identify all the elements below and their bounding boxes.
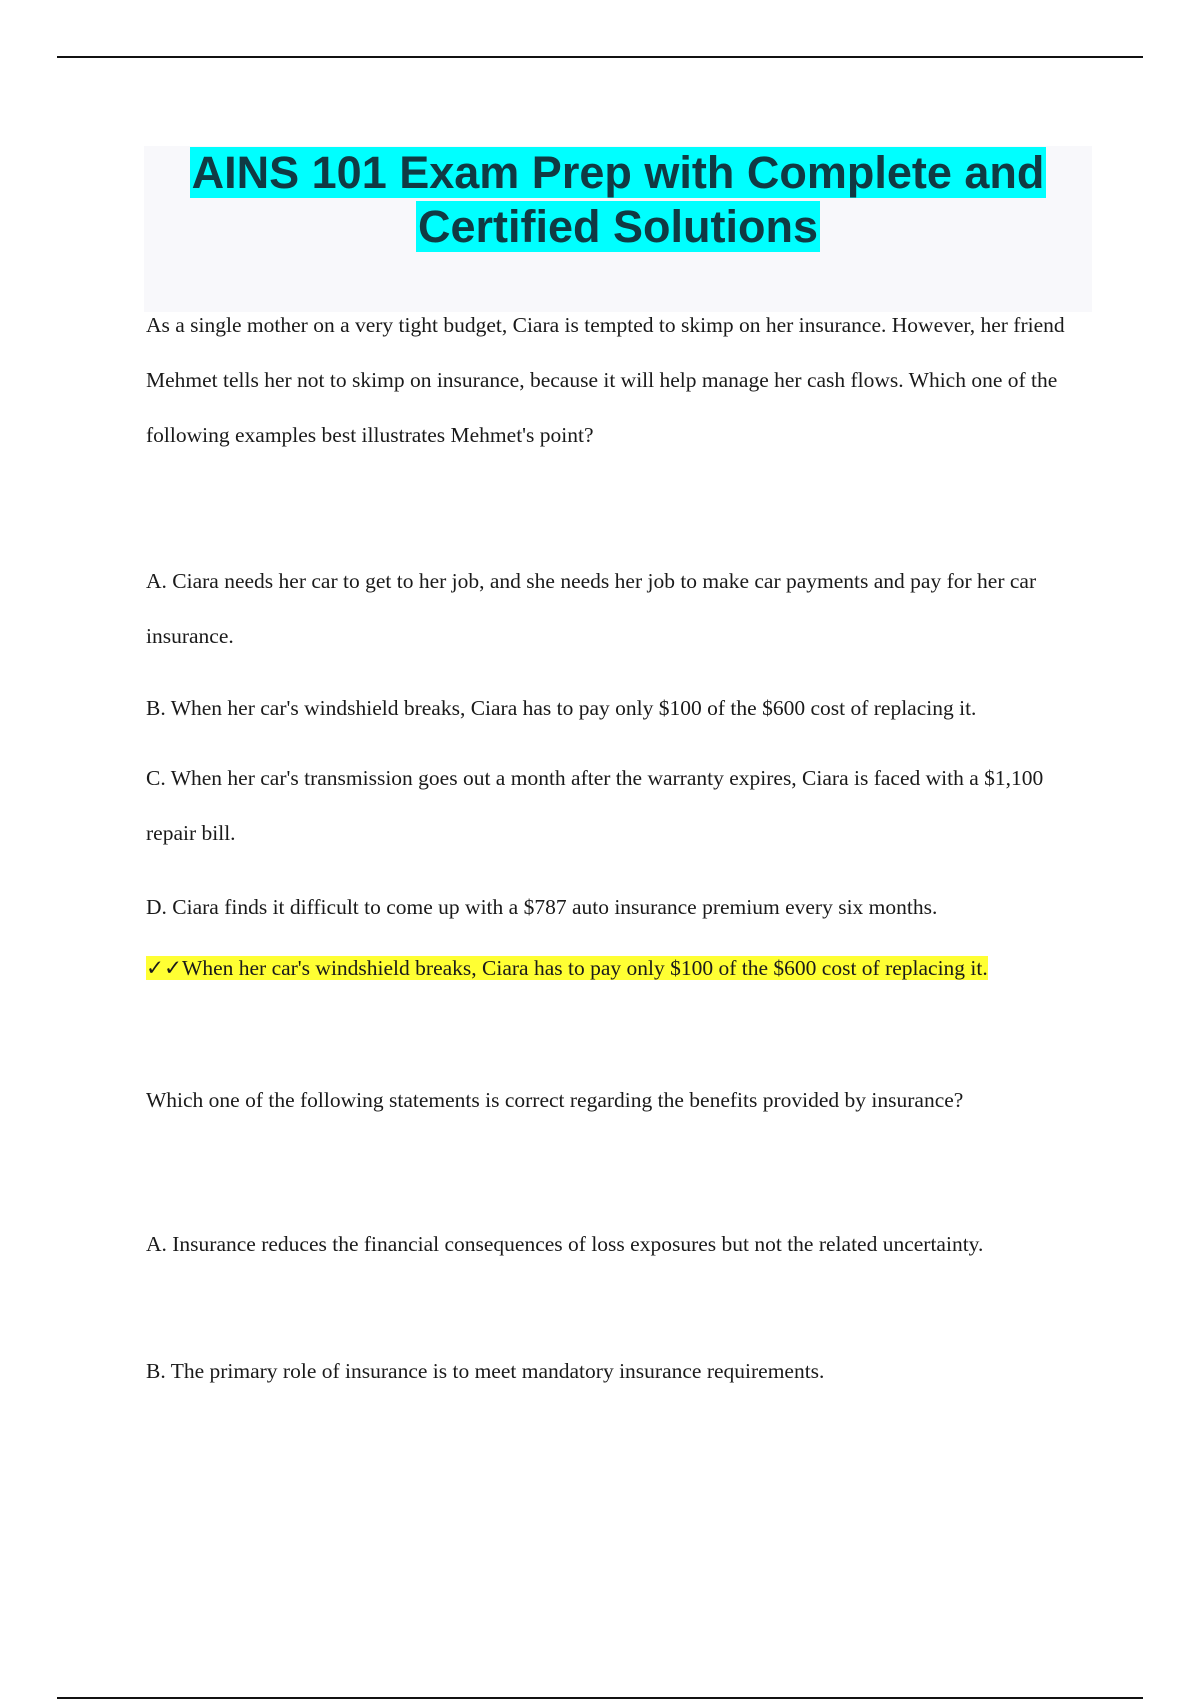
title-line-2: Certified Solutions <box>417 201 818 252</box>
question-2-option-a: A. Insurance reduces the financial consequences of loss exposures but not the related uncertainty. <box>146 1232 984 1256</box>
document-title <box>144 146 1092 312</box>
title-line-1: AINS 101 Exam Prep with Complete and <box>191 147 1045 198</box>
question-1-answer <box>146 938 1092 998</box>
question-1-prompt: As a single mother on a very tight budget, Ciara is tempted to skimp on her insurance. However, her friend Mehmet tells her not to skimp on insurance, because it will help manage her cash flows. Which one of the following examples best illustrates Mehmet's point? <box>146 313 1065 447</box>
question-2-option-b: B. The primary role of insurance is to meet mandatory insurance requirements. <box>146 1359 825 1383</box>
answer-highlight: ✓✓When her car's windshield breaks, Ciara has to pay only $100 of the $600 cost of replacing it. <box>146 956 988 980</box>
question-2-prompt: Which one of the following statements is correct regarding the benefits provided by insurance? <box>146 1088 964 1112</box>
question-1-option-b: B. When her car's windshield breaks, Ciara has to pay only $100 of the $600 cost of replacing it. <box>146 696 977 720</box>
question-1-option-c: C. When her car's transmission goes out a month after the warranty expires, Ciara is faced with a $1,100 repair bill. <box>146 766 1044 845</box>
bottom-rule <box>57 1697 1143 1699</box>
question-1-option-d: D. Ciara finds it difficult to come up with a $787 auto insurance premium every six months. <box>146 895 938 919</box>
top-rule <box>57 56 1143 58</box>
question-1-option-a: A. Ciara needs her car to get to her job, and she needs her job to make car payments and pay for her car insurance. <box>146 569 1037 648</box>
